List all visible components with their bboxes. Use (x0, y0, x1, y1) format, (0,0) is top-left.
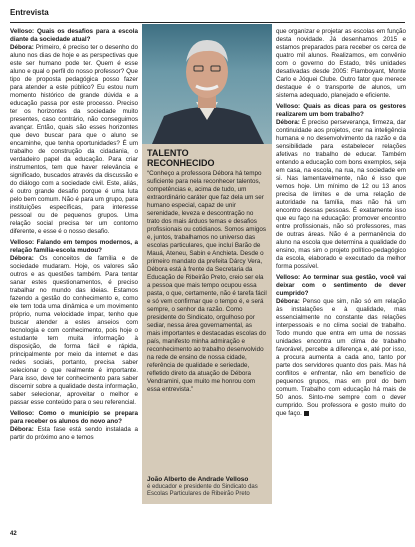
interview-block (10, 28, 138, 236)
question: Velloso: Quais os desafios para a escola diante da sociedade atual? (10, 28, 138, 43)
end-mark-icon (304, 411, 309, 416)
speaker: Débora: (10, 426, 34, 433)
sidebar-author: João Alberto de Andrade Velloso (147, 476, 249, 483)
answer: Os conceitos de família e de sociedade mudaram. Hoje, os valores são outros e as questões também. Para tentar sanar estes questionamentos, é preciso trabalhar no mundo das ideias. Estamos fazendo a gestão do conhecimento e, como ele tem toda uma dinâmica e um movimento próprio, numa velocidade ímpar, tenho que buscar atender a estes anseios com tecnologia e com conhecimento, pois hoje o estudante tem muita informação à disposição, de forma fácil e rápida, principalmente por meio da internet e das redes sociais, portanto, precisa saber selecionar o que realmente é importante. Para isso, deve ter conhecimento para saber discernir sobre a qualidade desta informação, saber selecionar, aproveitar o melhor e passar esse conteúdo para o seu referencial. (10, 255, 138, 406)
interview-block (10, 410, 138, 442)
question: Velloso: Ao terminar sua gestão, você vai deixar com o sentimento de dever cumprido? (276, 274, 406, 297)
question: Velloso: Como o município se prepara para receber os alunos do novo ano? (10, 410, 138, 425)
interview-column-1 (10, 28, 138, 538)
section-title: Entrevista (10, 8, 49, 17)
speaker: Débora: (276, 298, 300, 305)
page-number: 42 (10, 531, 17, 537)
speaker: Débora: (10, 255, 34, 262)
answer: que organizar e projetar as escolas em função desta novidade. Já desenhamos 2015 e estamos preparados para receber os cerca de quatro mil alunos. Realizamos, em convênio com o governo do Estado, três unidades desativadas desde 2005: Flamboyant, Monte Carlo e Jóquei Clube. Outro fator que merece destaque é o transporte de alunos, um sistema adequado, planejado e eficiente. (276, 28, 406, 99)
answer: Primeiro, é preciso ter o desenho do aluno nos dias de hoje e as perspectivas que este ser humano pode ter. Quem é esse aluno e qual o perfil do nosso professor? Que tipo de proposta pedagógica posso fazer para atender a este público? Eu estou num momento histórico de grande dúvida e a educação passa por este processo. Preciso ter os horizontes da sociedade muito presentes, caso contrário, não conseguimos avançar. Então, quais são esses horizontes que devo buscar para que o aluno se encaminhe, que tenha oportunidades? É um trabalho de construção da cidadania, o verdadeiro papel da educação. Para criar instrumentos, tem que haver relevância e significado, buscados através da discussão e do diálogo com a sociedade civil. Este, aliás, é outro grande desafio porque é uma luta pelo bem comum. Não é para um grupo, para instituições específicas, para interesse pessoal ou de pequenos grupos. Uma relação social precisa ter um contorno diferente, e esse é o nosso desafio. (10, 44, 138, 235)
sidebar-quote: “Conheço a professora Débora há tempo suficiente para nela reconhecer talentos, competências e, acima de tudo, um extraordinário caráter que faz dela um ser humano especial, capaz de unir serenidade, leveza e descontração no trato dos mais árduos temas e desafios profissionais ou cotidianos. Somos amigos e, juntos, trabalhamos no universo das escolas particulares, que incluí Barão de Mauá, Ateneu, Sabin e Anchieta. Desde o primeiro mandato da prefeita Dárcy Vera, Débora está à frente da Secretaria da Educação de Ribeirão Preto, creio ser ela a pessoa que mais tempo ocupou essa pasta, o que, certamente, não é tarefa fácil e só vem confirmar que o tempo é, e será sempre, o senhor da razão. Como presidente do Sindicato, orgulhoso por sediar, nessa área governamental, as mais importantes e destacadas escolas do país, manifesto minha admiração e reconhecimento ao trabalho desenvolvido na rede de ensino de nossa cidade, referência de qualidade e seriedade, refletido direto da atuação de Débora Vendramini, que muito me honrou com essa entrevista.” (147, 170, 267, 393)
answer: É preciso perseverança, firmeza, dar continuidade aos projetos, crer na inteligência humana e no desenvolvimento da razão e da sensibilidade para estabelecer relações afetivas no trabalho de educar. Também entendo a educação com bons exemplos, seja em casa, na escola, na rua, na sociedade em si. Nas lamentavelmente, não é isso que vemos hoje. Um mínimo de 12 ou 13 anos precisa de limites e de uma relação de autoridade na família, mas não há um encontro dessas pessoas. É exatamente isso que eu faço na educação: promover encontro entre profissionais, não só professores, mas de outras áreas. Não é a permanência do aluno na escola que determina a qualidade do ensino, mas sim o projeto político-pedagógico da escola, elaborado e executado da melhor forma possível. (276, 119, 406, 270)
sidebar-author-role: é educador e presidente do Sindicato das Escolas Particulares de Ribeirão Preto (147, 484, 258, 497)
interview-column-3 (276, 28, 406, 538)
interview-block (276, 103, 406, 271)
header-rule (10, 22, 405, 23)
speaker: Débora: (276, 119, 300, 126)
portrait-photo (142, 24, 272, 144)
answer: Penso que sim, não só em relação às instalações e à qualidade, mas essencialmente no constante das relações interpessoais e no clima social de trabalho. Todo mundo que entra em uma de nossas unidades encontra um clima de trabalho favorável, percebe a diferença e, até por isso, a procura aumenta a cada ano, tanto por parte dos servidores quanto dos pais. Mas há conflitos e enfrentar, não em benefício de pequenos grupos, mas em prol do bem comum. Trabalho com educação há mais de 50 anos. Sinto-me sempre com o dever cumprido. Sou professora e gosto muito do que faço. (276, 298, 406, 417)
question: Velloso: Quais as dicas para os gestores realizarem um bom trabalho? (276, 103, 406, 118)
question: Velloso: Falando em tempos modernos, a relação família-escola mudou? (10, 239, 138, 254)
interview-block (276, 28, 406, 100)
sidebar-title: TALENTO RECONHECIDO (147, 148, 215, 168)
portrait-illustration (142, 24, 272, 144)
speaker: Débora: (10, 44, 34, 51)
interview-block (276, 274, 406, 418)
answer: Esta fase está sendo instalada a partir do próximo ano e temos (10, 426, 138, 441)
interview-block (10, 239, 138, 407)
